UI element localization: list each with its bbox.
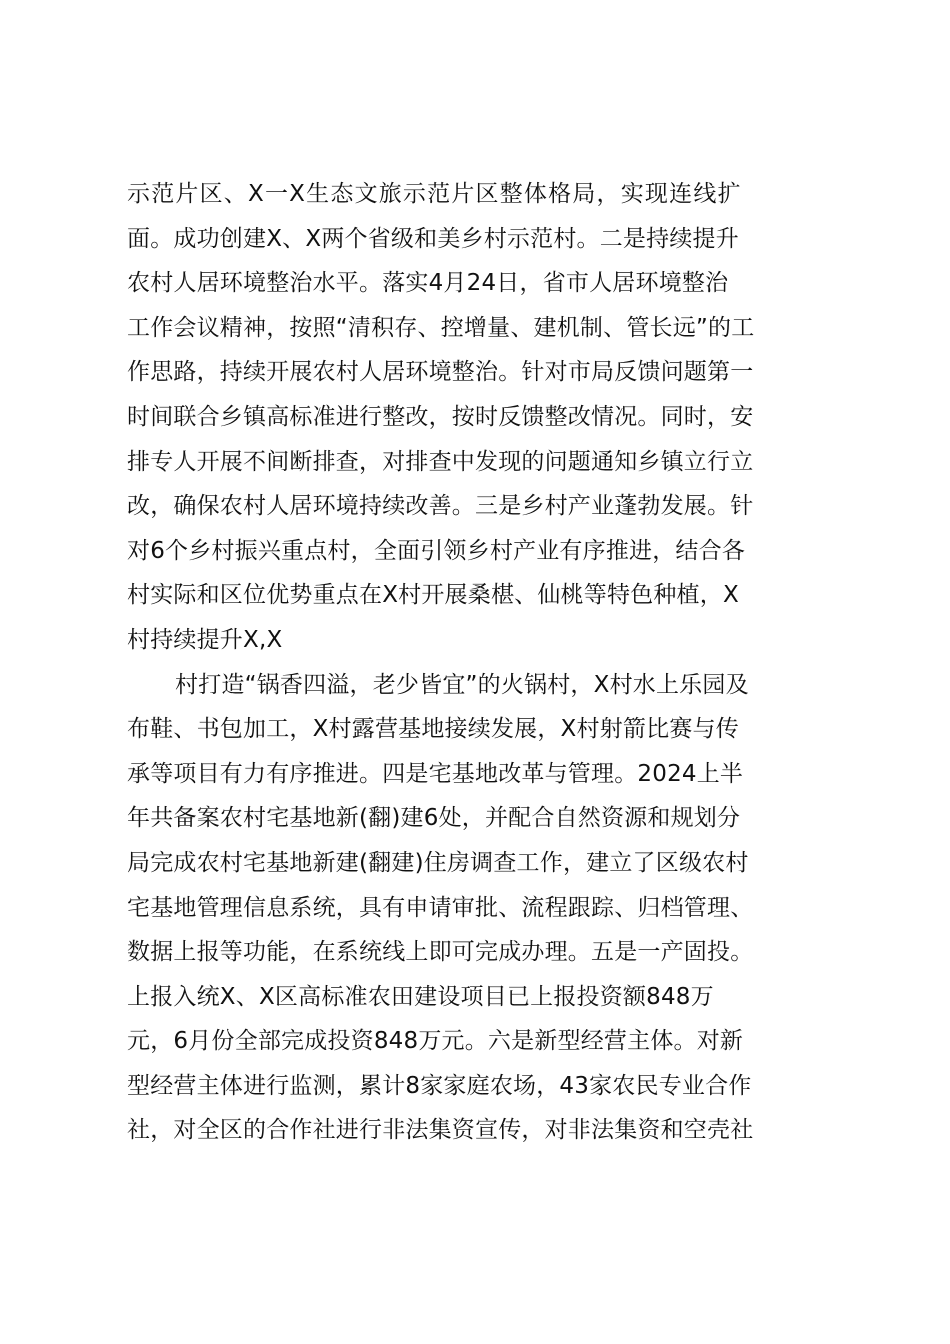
text-line: 村打造“锅香四溢，老少皆宜”的火锅村，X村水上乐园及 [175, 671, 749, 698]
text-line: 农村人居环境整治水平。落实4月24日，省市人居环境整治 [127, 270, 729, 297]
text-line: 示范片区、X一X生态文旅示范片区整体格局，实现连线扩 [127, 181, 742, 207]
document-body [127, 172, 837, 1153]
text-line: 村持续提升X,X [127, 626, 283, 653]
text-line: 布鞋、书包加工，X村露营基地接续发展，X村射箭比赛与传 [127, 716, 739, 743]
text-line: 作思路，持续开展农村人居环境整治。针对市局反馈问题第一 [127, 359, 754, 386]
text-line: 局完成农村宅基地新建(翻建)住房调查工作，建立了区级农村 [127, 849, 749, 876]
text-line: 社，对全区的合作社进行非法集资宣传，对非法集资和空壳社 [127, 1117, 754, 1144]
paragraph-2 [127, 663, 837, 1154]
text-line: 型经营主体进行监测，累计8家家庭农场，43家农民专业合作 [127, 1072, 752, 1099]
text-line: 元，6月份全部完成投资848万元。六是新型经营主体。对新 [127, 1028, 744, 1055]
text-line: 上报入统X、X区高标准农田建设项目已上报投资额848万 [127, 983, 714, 1010]
paragraph-1 [127, 172, 837, 663]
text-line: 改，确保农村人居环境持续改善。三是乡村产业蓬勃发展。针 [127, 493, 754, 520]
text-line: 时间联合乡镇高标准进行整改，按时反馈整改情况。同时，安 [127, 403, 754, 430]
text-line: 对6个乡村振兴重点村，全面引领乡村产业有序推进，结合各 [127, 537, 746, 564]
text-line: 年共备案农村宅基地新(翻)建6处，并配合自然资源和规划分 [127, 805, 741, 832]
text-line: 排专人开展不间断排查，对排查中发现的问题通知乡镇立行立 [127, 448, 754, 475]
text-line: 数据上报等功能，在系统线上即可完成办理。五是一产固投。 [127, 939, 754, 966]
text-line: 村实际和区位优势重点在X村开展桑椹、仙桃等特色种植，X [127, 582, 739, 609]
text-line: 承等项目有力有序推进。四是宅基地改革与管理。2024上半 [127, 760, 744, 787]
text-line: 工作会议精神，按照“清积存、控增量、建机制、管长远”的工 [127, 314, 755, 341]
text-line: 面。成功创建X、X两个省级和美乡村示范村。二是持续提升 [127, 225, 739, 252]
text-line: 宅基地管理信息系统，具有申请审批、流程跟踪、归档管理、 [127, 894, 754, 921]
